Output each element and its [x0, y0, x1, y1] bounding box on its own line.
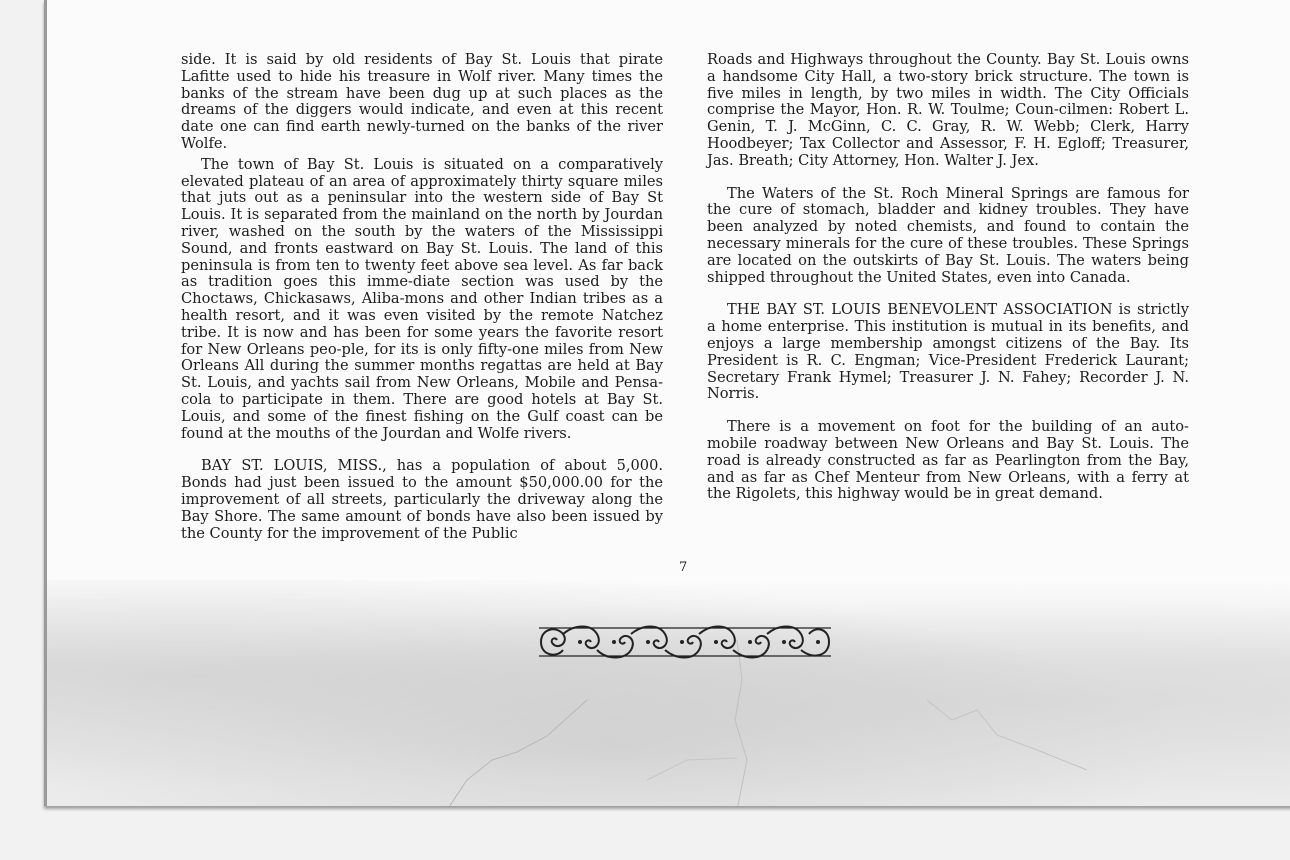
- right-column: [707, 52, 1189, 503]
- paragraph: side. It is said by old residents of Bay St. Louis that pirate Lafitte used to hide his treasure in Wolf river. Many times the banks of the stream have been dug up at such places as the dreams of the diggers would indicate, and even at this recent date one can find earth newly-turned on the banks of the river Wolfe.: [181, 51, 663, 152]
- paragraph: The town of Bay St. Louis is situated on a comparatively elevated plateau of an area of approximately thirty square miles that juts out as a peninsular into the western side of Bay St Louis. It is separated from the mainland on the north by Jourdan river, washed on the south by the waters of the Mississippi Sound, and fronts eastward on Bay St. Louis. The land of this peninsula is from ten to twenty feet above sea level. As far back as tradition goes this imme-diate section was used by the Choctaws, Chickasaws, Aliba-mons and other Indian tribes as a health resort, and it was even visited by the remote Natchez tribe. It is now and has been for some years the favorite resort for New Orleans peo-ple, for its is only fifty-one miles from New Orleans All during the summer months regattas are held at Bay St. Louis, and yachts sail from New Orleans, Mobile and Pensa-cola to participate in them. There are good hotels at Bay St. Louis, and some of the finest fishing on the Gulf coast can be found at the mouths of the Jourdan and Wolfe rivers.: [181, 155, 663, 442]
- scroll-ornament-icon: [535, 620, 835, 664]
- paragraph: BAY ST. LOUIS, MISS., has a population of about 5,000. Bonds had just been issued to the amount $50,000.00 for the improvement of all streets, particularly the driveway along the Bay Shore. The same amount of bonds have also been issued by the County for the improvement of the Public: [181, 457, 663, 542]
- paragraph: THE BAY ST. LOUIS BENEVOLENT ASSOCIATION is strictly a home enterprise. This institution is mutual in its benefits, and enjoys a large membership amongst citizens of the Bay. Its President is R. C. Engman; Vice-President Frederick Laurant; Secretary Frank Hymel; Treasurer J. N. Fahey; Recorder J. N. Norris.: [707, 301, 1189, 403]
- paragraph: There is a movement on foot for the building of an auto-mobile roadway between New Orleans and Bay St. Louis. The road is already constructed as far as Pearlington from the Bay, and as far as Chef Menteur from New Orleans, with a ferry at the Rigolets, this highway would be in great demand.: [707, 418, 1189, 503]
- left-column: [181, 52, 663, 542]
- paragraph: The Waters of the St. Roch Mineral Springs are famous for the cure of stomach, bladder and kidney troubles. They have been analyzed by noted chemists, and found to contain the necessary minerals for the cure of these troubles. These Springs are located on the outskirts of Bay St. Louis. The waters being shipped throughout the United States, even into Canada.: [707, 184, 1189, 286]
- paragraph: Roads and Highways throughout the County. Bay St. Louis owns a handsome City Hall, a two-story brick structure. The town is five miles in length, by two miles in width. The City Officials comprise the Mayor, Hon. R. W. Toulme; Coun-cilmen: Robert L. Genin, T. J. McGinn, C. C. Gray, R. W. Webb; Clerk, Harry Hoodbeyer; Tax Collector and Assessor, F. H. Egloff; Treasurer, Jas. Breath; City Attorney, Hon. Walter J. Jex.: [707, 51, 1189, 169]
- book-page: [44, 0, 1290, 806]
- paper-cracks: [47, 640, 1290, 806]
- page-number: 7: [679, 560, 688, 575]
